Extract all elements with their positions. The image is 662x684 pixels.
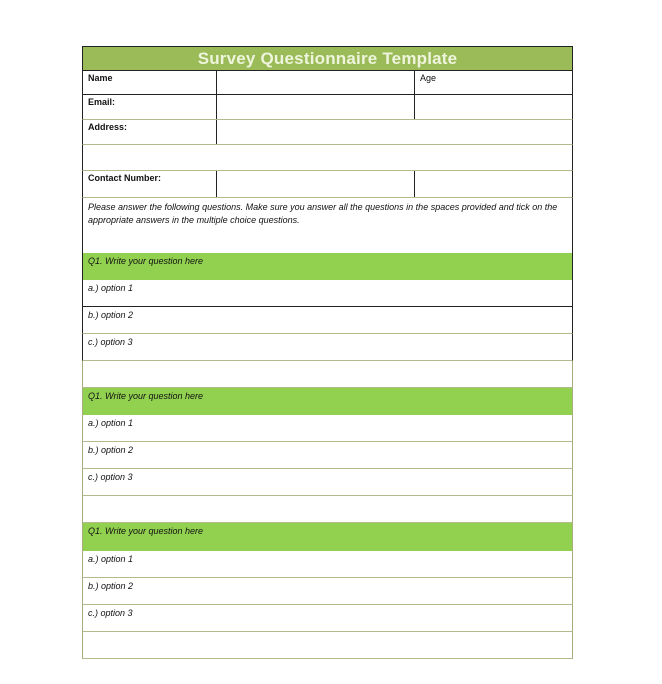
age-field[interactable] bbox=[414, 71, 572, 94]
name-row bbox=[82, 71, 573, 95]
contact-field[interactable] bbox=[216, 171, 414, 197]
question-2-option-c[interactable]: c.) option 3 bbox=[82, 469, 573, 496]
address-label: Address: bbox=[88, 122, 128, 132]
question-2-option-b[interactable]: b.) option 2 bbox=[82, 442, 573, 469]
question-2-answer-space[interactable] bbox=[82, 496, 573, 523]
survey-form bbox=[82, 46, 573, 659]
contact-row bbox=[82, 171, 573, 198]
question-1-option-c[interactable]: c.) option 3 bbox=[82, 334, 573, 361]
email-label: Email: bbox=[88, 97, 116, 107]
question-2: Q1. Write your question here bbox=[82, 388, 573, 415]
question-3-answer-space[interactable] bbox=[82, 632, 573, 659]
question-1-answer-space[interactable] bbox=[82, 361, 573, 388]
question-3: Q1. Write your question here bbox=[82, 523, 573, 551]
name-label: Name bbox=[88, 73, 113, 83]
question-1-option-b[interactable]: b.) option 2 bbox=[82, 307, 573, 334]
email-field[interactable] bbox=[216, 95, 414, 119]
address-line-2[interactable] bbox=[82, 145, 573, 171]
address-row bbox=[82, 120, 573, 145]
form-title: Survey Questionnaire Template bbox=[82, 46, 573, 71]
age-label: Age bbox=[420, 73, 437, 83]
name-field[interactable] bbox=[216, 71, 414, 94]
instructions: Please answer the following questions. Make sure you answer all the questions in the spaces provided and tick on the appropriate answers in the multiple choice questions. bbox=[82, 198, 573, 253]
question-2-option-a[interactable]: a.) option 1 bbox=[82, 415, 573, 442]
question-1-option-a[interactable]: a.) option 1 bbox=[82, 280, 573, 307]
address-field[interactable] bbox=[216, 120, 572, 144]
email-extra-field[interactable] bbox=[414, 95, 572, 119]
question-3-option-b[interactable]: b.) option 2 bbox=[82, 578, 573, 605]
question-1: Q1. Write your question here bbox=[82, 253, 573, 280]
question-3-option-a[interactable]: a.) option 1 bbox=[82, 551, 573, 578]
contact-label: Contact Number: bbox=[88, 173, 162, 183]
contact-extra-field[interactable] bbox=[414, 171, 572, 197]
email-row bbox=[82, 95, 573, 120]
question-3-option-c[interactable]: c.) option 3 bbox=[82, 605, 573, 632]
